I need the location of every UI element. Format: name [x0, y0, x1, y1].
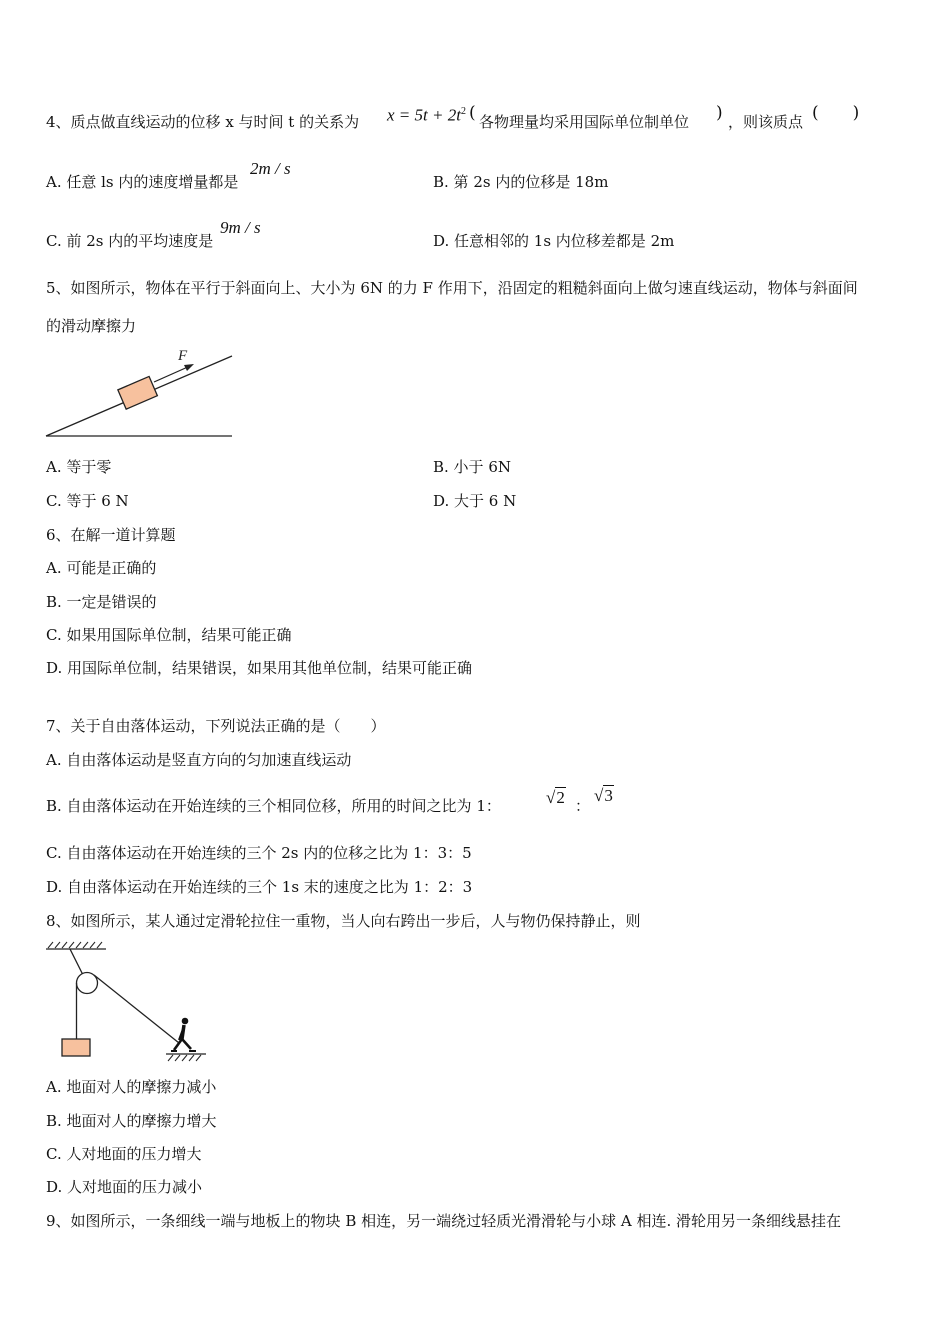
q8-option-c: C. 人对地面的压力增大 — [46, 1145, 202, 1163]
sqrt-icon: √ — [594, 786, 604, 805]
q4-paren-open: ( — [469, 103, 476, 123]
q7-option-b: B. 自由落体运动在开始连续的三个相同位移，所用的时间之比为 1： — [46, 797, 501, 815]
q5-stem-line-1: 5、如图所示，物体在平行于斜面向上、大小为 6N 的力 F 作用下，沿固定的粗糙斜面向上做匀速直线运动，物体与斜面间 — [46, 279, 858, 297]
ceiling-hatch — [48, 942, 102, 948]
q4-option-b: B. 第 2s 内的位移是 18m — [433, 173, 609, 191]
q8-option-b: B. 地面对人的摩擦力增大 — [46, 1112, 217, 1130]
q7-sqrt3: √3 — [594, 786, 613, 805]
q6-option-b: B. 一定是错误的 — [46, 593, 157, 611]
q6-stem: 6、在解一道计算题 — [46, 526, 176, 544]
q8-stem: 8、如图所示，某人通过定滑轮拉住一重物，当人向右跨出一步后，人与物仍保持静止，则 — [46, 912, 641, 930]
hanging-block — [62, 1039, 90, 1056]
q6-option-a: A. 可能是正确的 — [46, 559, 157, 577]
ground-hatch — [168, 1055, 201, 1061]
q5-option-b: B. 小于 6N — [433, 458, 511, 476]
q7-sqrt-separator: ： — [575, 797, 591, 815]
q7-option-c: C. 自由落体运动在开始连续的三个 2s 内的位移之比为 1：3：5 — [46, 844, 472, 862]
q5-option-c: C. 等于 6 N — [46, 492, 129, 510]
q4-stem-a: 4、质点做直线运动的位移 x 与时间 t 的关系为 — [46, 113, 360, 131]
q4-option-c: C. 前 2s 内的平均速度是 — [46, 232, 214, 250]
incline-diagram — [40, 340, 240, 440]
q4-answer-paren: ( ) — [812, 103, 860, 123]
q4-option-c-math: 9m / s — [220, 218, 261, 237]
q7-stem: 7、关于自由落体运动，下列说法正确的是（ ） — [46, 717, 386, 735]
q8-option-a: A. 地面对人的摩擦力减小 — [46, 1078, 217, 1096]
sqrt-icon: √ — [546, 788, 556, 807]
q4-option-a-math: 2m / s — [250, 159, 291, 178]
q7-sqrt2: √2 — [546, 788, 565, 807]
q5-option-a: A. 等于零 — [46, 458, 112, 476]
q4-stem — [46, 112, 359, 132]
q9-stem: 9、如图所示，一条细线一端与地板上的物块 B 相连，另一端绕过轻质光滑滑轮与小球 A 相连. 滑轮用另一条细线悬挂在 — [46, 1212, 842, 1230]
q4-option-d: D. 任意相邻的 1s 内位移差都是 2m — [433, 232, 675, 250]
q4-option-a: A. 任意 ls 内的速度增量都是 — [46, 173, 239, 191]
q7-option-a: A. 自由落体运动是竖直方向的匀加速直线运动 — [46, 751, 352, 769]
q5-option-d: D. 大于 6 N — [433, 492, 517, 510]
force-label: F — [178, 348, 188, 364]
q4-formula-exponent: 2 — [460, 106, 466, 117]
q6-option-d: D. 用国际单位制，结果错误，如果用其他单位制，结果可能正确 — [46, 659, 473, 677]
q4-formula: $x = 5t + 2t^2$ — [387, 105, 466, 125]
q4-stem-b: 各物理量均采用国际单位制单位 — [479, 113, 690, 131]
incline-block — [118, 376, 158, 409]
force-arrowhead — [184, 364, 194, 371]
person-figure — [171, 1018, 196, 1051]
q6-option-c: C. 如果用国际单位制，结果可能正确 — [46, 626, 292, 644]
q7-option-d: D. 自由落体运动在开始连续的三个 1s 末的速度之比为 1：2：3 — [46, 878, 473, 896]
q4-paren-close: ) — [716, 103, 723, 123]
pulley-diagram — [40, 936, 215, 1070]
q5-stem-line-2: 的滑动摩擦力 — [46, 317, 137, 335]
q4-stem-c: ，则该质点 — [728, 113, 804, 131]
q8-option-d: D. 人对地面的压力减小 — [46, 1178, 203, 1196]
rope-to-person — [94, 975, 179, 1043]
force-arrow-shaft — [154, 366, 190, 382]
